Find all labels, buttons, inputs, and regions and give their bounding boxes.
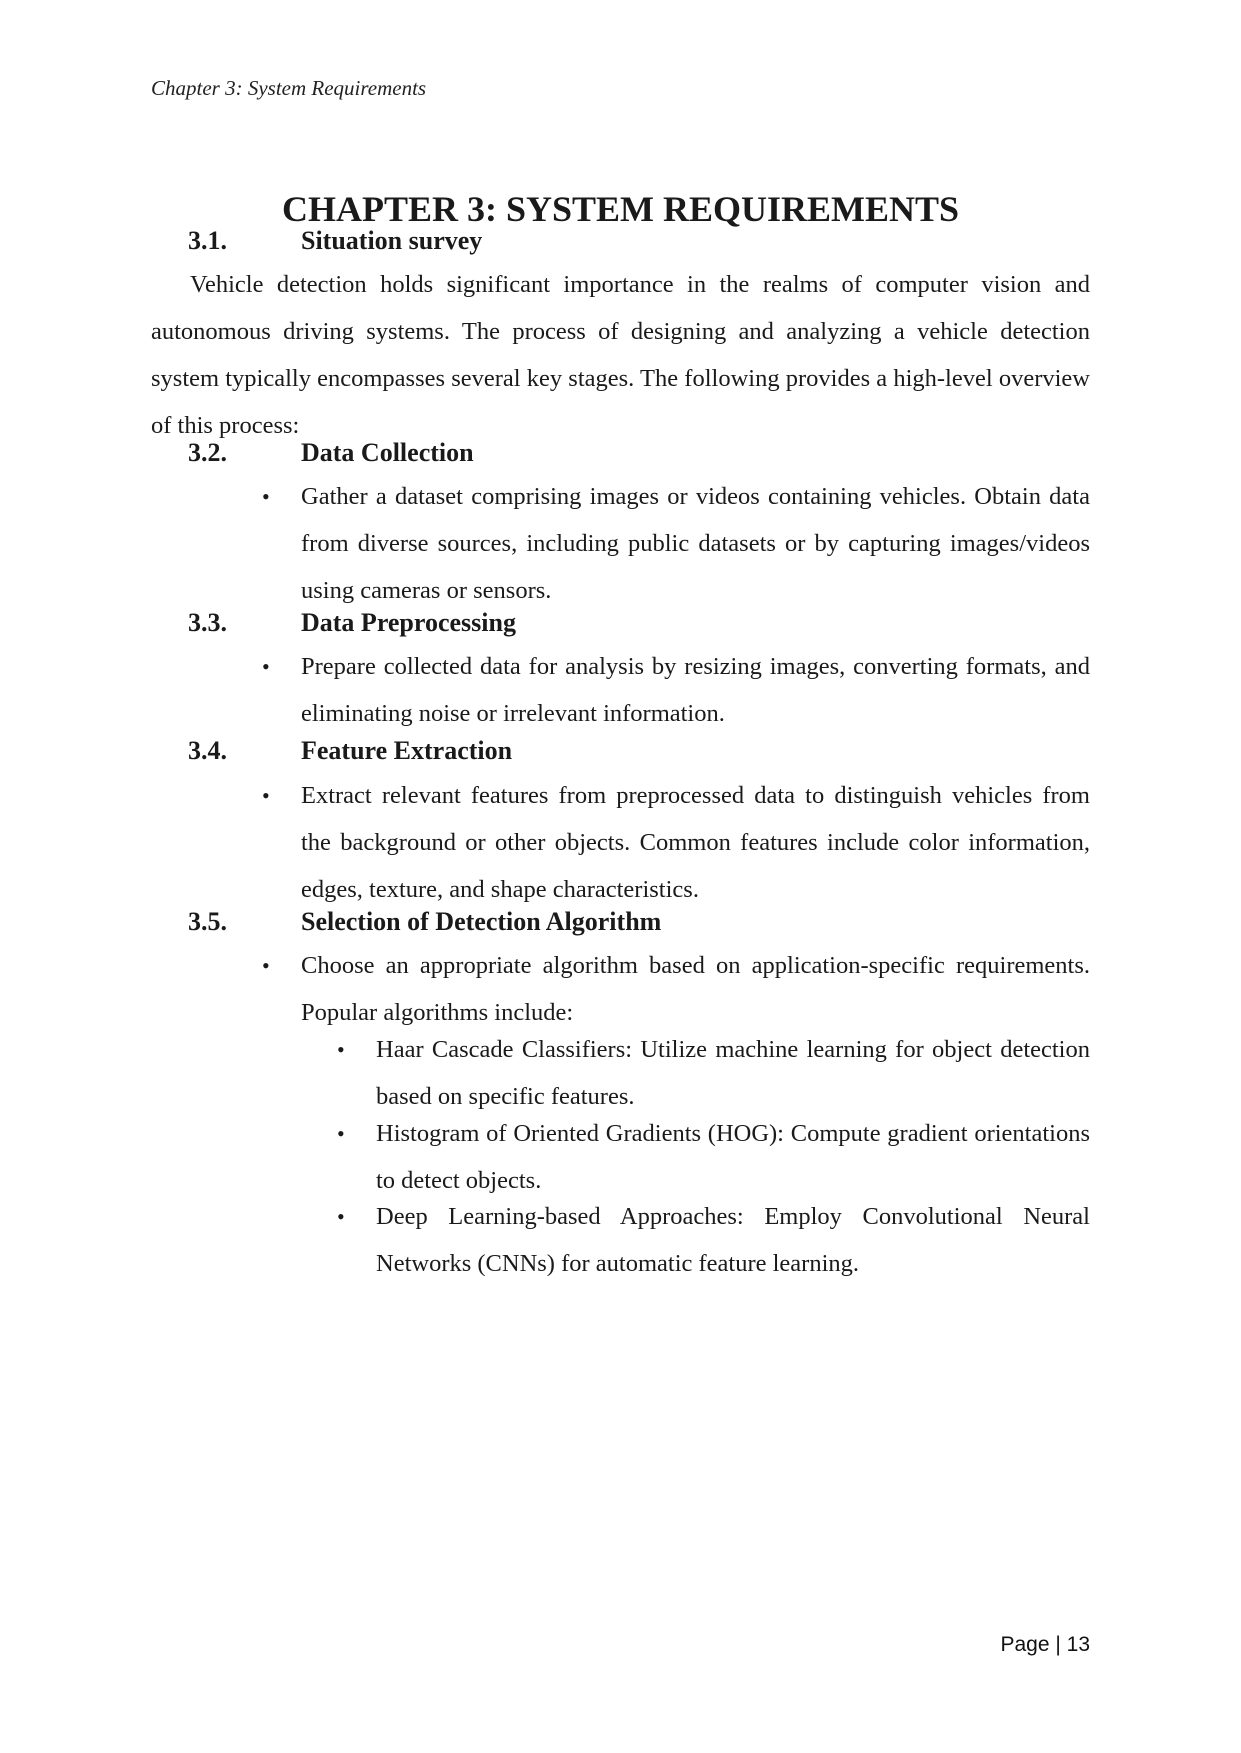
section-heading-3-3 [188,608,516,638]
section-heading-3-5 [188,907,661,937]
section-heading-3-4 [188,736,512,766]
section-title: Selection of Detection Algorithm [301,907,662,936]
sub-list-item-text: Haar Cascade Classifiers: Utilize machine learning for object detection based on specific features. [376,1036,1090,1110]
bullet-icon: • [262,783,270,808]
list-item-text: Extract relevant features from preprocessed data to distinguish vehicles from the background or other objects. Common features include color information, edges, texture, and shape characteristics. [301,782,1090,903]
list-item-text: Gather a dataset comprising images or videos containing vehicles. Obtain data from diverse sources, including public datasets or by capturing images/videos using cameras or sensors. [301,483,1090,604]
bullet-icon: • [262,953,270,978]
page-number: Page | 13 [1000,1633,1090,1656]
section-heading-3-2 [188,438,474,468]
running-header: Chapter 3: System Requirements [151,76,427,100]
sub-list-item-text: Deep Learning-based Approaches: Employ Convolutional Neural Networks (CNNs) for automatic feature learning. [376,1203,1090,1277]
section-title: Feature Extraction [301,736,513,765]
section-title: Data Preprocessing [301,608,516,637]
list-item-text: Choose an appropriate algorithm based on application-specific requirements. Popular algorithms include: [301,952,1090,1026]
sub-list-item-text: Histogram of Oriented Gradients (HOG): Compute gradient orientations to detect objects. [376,1120,1090,1194]
bullet-icon: • [262,654,270,679]
bullet-icon: • [337,1204,345,1229]
section-heading-3-1 [188,226,482,256]
section-paragraph: Vehicle detection holds significant importance in the realms of computer vision and autonomous driving systems. The process of designing and analyzing a vehicle detection system typically encompasses several key stages. The following provides a high-level overview of this process: [151,271,1090,439]
bullet-icon: • [337,1121,345,1146]
section-number: 3.3. [188,608,227,637]
list-item-text: Prepare collected data for analysis by resizing images, converting formats, and eliminating noise or irrelevant information. [301,653,1090,727]
section-number: 3.1. [188,226,227,255]
section-number: 3.2. [188,438,227,467]
bullet-icon: • [262,484,270,509]
chapter-title: CHAPTER 3: SYSTEM REQUIREMENTS [281,189,960,229]
section-title: Data Collection [301,438,474,467]
section-number: 3.4. [188,736,227,765]
section-title: Situation survey [301,226,483,255]
bullet-icon: • [337,1037,345,1062]
section-number: 3.5. [188,907,227,936]
